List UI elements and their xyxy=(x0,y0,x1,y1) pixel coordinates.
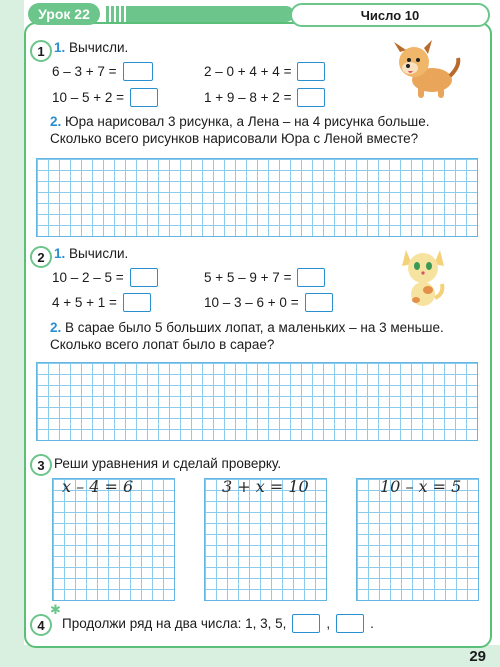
task4-text: Продолжи ряд на два числа: 1, 3, 5, xyxy=(62,616,287,631)
header-stripes xyxy=(106,6,294,22)
task2-expression-4: 10 – 3 – 6 + 0 = xyxy=(204,293,333,312)
page-header xyxy=(0,0,500,30)
equation-2: 3 + x = 10 xyxy=(222,477,309,496)
task2-sub2-line1: 2. В сарае было 5 больших лопат, а маленьких – на 3 меньше. xyxy=(50,320,444,335)
answer-box[interactable] xyxy=(305,293,333,312)
left-margin-strip xyxy=(0,0,24,667)
task2-expression-1: 10 – 2 – 5 = xyxy=(52,268,158,287)
task1-sub1 xyxy=(54,40,128,55)
task3-text: Реши уравнения и сделай проверку. xyxy=(54,456,282,471)
answer-box[interactable] xyxy=(130,88,158,107)
answer-box[interactable] xyxy=(297,62,325,81)
task1-expression-4: 1 + 9 – 8 + 2 = xyxy=(204,88,325,107)
task-number-1: 1 xyxy=(30,40,52,62)
cat-illustration xyxy=(398,244,448,308)
task4-sequence: Продолжи ряд на два числа: 1, 3, 5, , . xyxy=(62,616,374,631)
answer-box[interactable] xyxy=(123,62,153,81)
task-number-2: 2 xyxy=(30,246,52,268)
dog-illustration xyxy=(388,38,464,102)
task2-sub1: 1. Вычисли. xyxy=(54,246,129,261)
equation-1: x – 4 = 6 xyxy=(62,477,134,496)
equation-3: 10 – x = 5 xyxy=(380,477,462,496)
task2-answer-grid[interactable] xyxy=(36,362,478,441)
task1-sub2-line1: 2. Юра нарисовал 3 рисунка, а Лена – на 4 рисунка больше. xyxy=(50,114,430,129)
bottom-margin-strip xyxy=(0,645,500,667)
answer-box[interactable] xyxy=(297,88,325,107)
answer-box[interactable] xyxy=(292,614,320,633)
task-number-4: 4 xyxy=(30,614,52,636)
task3-grid-1[interactable] xyxy=(52,478,175,601)
page-number: 29 xyxy=(469,648,486,665)
task1-sub1-text: Вычисли. xyxy=(69,40,129,55)
task-number-3: 3 xyxy=(30,454,52,476)
answer-box[interactable] xyxy=(336,614,364,633)
answer-box[interactable] xyxy=(297,268,325,287)
task1-expression-3: 10 – 5 + 2 = xyxy=(52,88,158,107)
topic-title: Число 10 xyxy=(290,3,490,27)
star-icon: ✱ xyxy=(50,602,61,617)
task1-expression-2: 2 – 0 + 4 + 4 = xyxy=(204,62,325,81)
task2-expression-2: 5 + 5 – 9 + 7 = xyxy=(204,268,325,287)
task2-sub2-line2: Сколько всего лопат было в сарае? xyxy=(50,337,275,352)
task1-sub1-number: 1. xyxy=(54,40,66,55)
task3-grid-2[interactable] xyxy=(204,478,327,601)
task2-expression-3: 4 + 5 + 1 = xyxy=(52,293,151,312)
lesson-badge: Урок 22 xyxy=(28,3,100,25)
task1-answer-grid[interactable] xyxy=(36,158,478,237)
answer-box[interactable] xyxy=(130,268,158,287)
answer-box[interactable] xyxy=(123,293,151,312)
task3-grid-3[interactable] xyxy=(356,478,479,601)
task1-expression-1: 6 – 3 + 7 = xyxy=(52,62,153,81)
task1-sub2-line2: Сколько всего рисунков нарисовали Юра с Леной вместе? xyxy=(50,131,419,146)
